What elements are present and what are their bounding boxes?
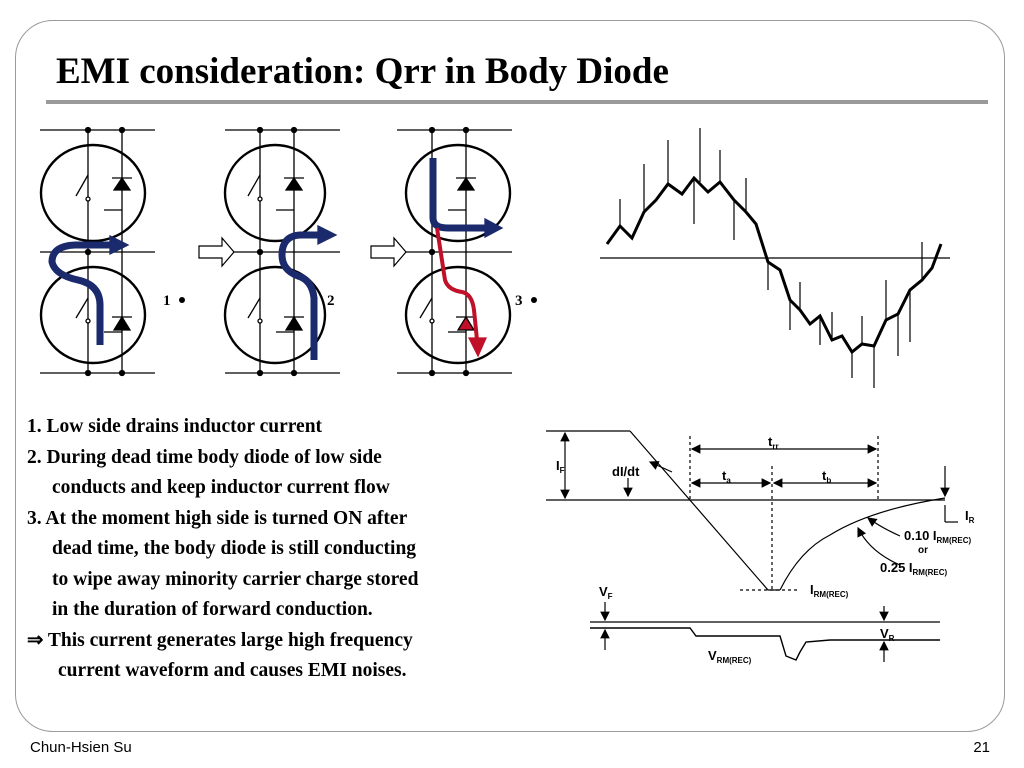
footer-author: Chun-Hsien Su: [30, 739, 132, 756]
implies-arrow-icon: ⇒: [27, 629, 44, 651]
irm-010-label: 0.10 $I_{RM(REC)}$: [904, 528, 972, 545]
transition-arrow-2: [371, 238, 406, 266]
point-2-line-2: conducts and keep inductor current flow: [52, 477, 390, 498]
tb-label: $t_b$: [822, 468, 832, 485]
ir-label: $I_R$: [965, 508, 975, 525]
point-4-text: This current generates large high frequency: [47, 629, 413, 651]
trr-label: $t_{rr}$: [768, 434, 779, 451]
point-4-line-2: current waveform and causes EMI noises.: [58, 660, 407, 681]
circuit-1-dot: [179, 297, 185, 303]
point-3-line-4: in the duration of forward conduction.: [52, 599, 373, 620]
irm-025-label: 0.25 $I_{RM(REC)}$: [880, 560, 948, 577]
point-3-line-1: 3. At the moment high side is turned ON after: [27, 507, 408, 529]
irm-label: $I_{RM(REC)}$: [810, 582, 849, 599]
reverse-recovery-diagram: [546, 431, 958, 662]
point-2-line-1: 2. During dead time body diode of low side: [27, 446, 382, 468]
vrm-label: $V_{RM(REC)}$: [708, 648, 752, 665]
circuit-3-dot: [531, 297, 537, 303]
transition-arrow-1: [199, 238, 234, 266]
circuit-1: [40, 128, 155, 376]
circuit-2-label: 2: [327, 293, 335, 309]
circuit-3-label: 3: [515, 293, 523, 309]
circuit-3: [397, 128, 512, 376]
vr-label: $V_R$: [880, 626, 895, 643]
slide-title: EMI consideration: Qrr in Body Diode: [56, 51, 669, 92]
point-4-line-1: [27, 626, 547, 657]
point-3-line-2: dead time, the body diode is still conducting: [52, 538, 417, 559]
if-label: $I_F$: [556, 458, 565, 475]
circuit-2: [225, 128, 340, 376]
ta-label: $t_a$: [722, 468, 731, 485]
point-1: 1. Low side drains inductor current: [27, 416, 323, 437]
emi-waveform: [600, 128, 950, 388]
explanation-list: [27, 412, 547, 687]
point-3-line-3: to wipe away minority carrier charge stored: [52, 568, 419, 590]
didt-label: dI/dt: [612, 464, 640, 479]
circuit-1-label: 1: [163, 293, 171, 309]
footer-page-number: 21: [973, 739, 990, 756]
vf-label: $V_F$: [599, 584, 613, 601]
or-label: or: [918, 545, 928, 556]
